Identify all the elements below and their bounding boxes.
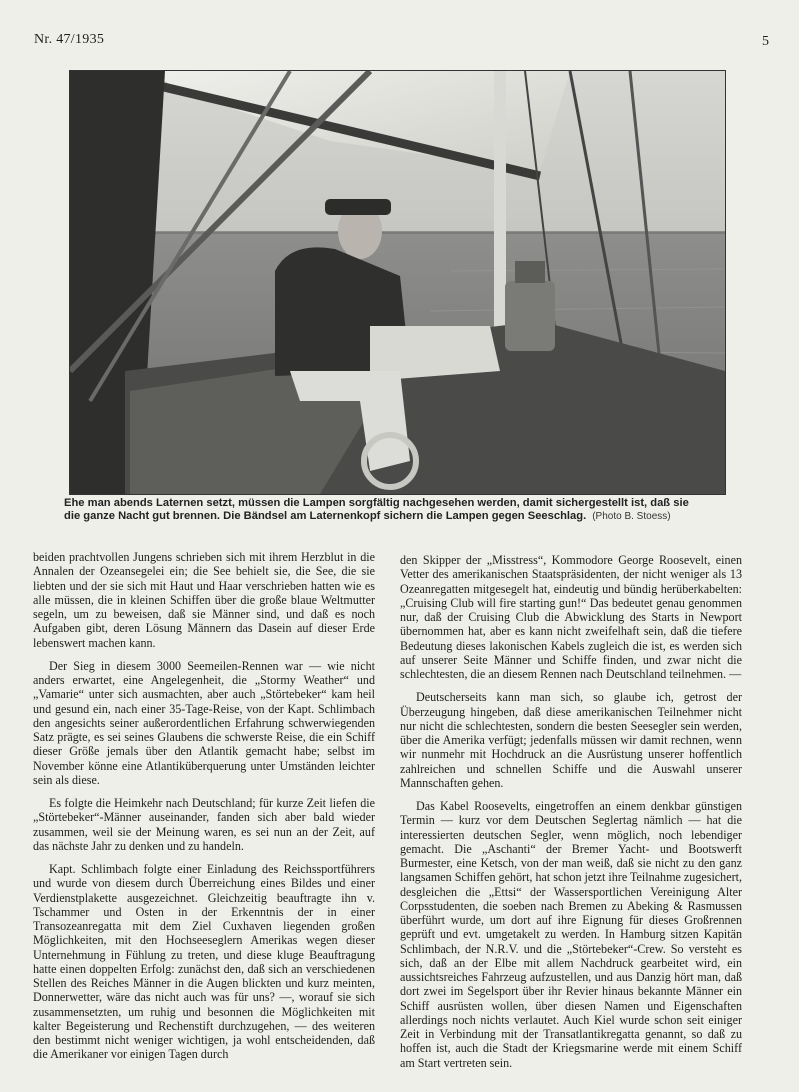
paragraph: Der Sieg in diesem 3000 Seemeilen-Rennen war — wie nicht anders erwartet, eine Angelegenheit, die „Stormy Weather“ und „Vamarie“ unter sich ausmachten, aber auch „Störtebeker“ kam heil und gesund ein, nach einer 35-Tage-Reise, von der Kapt. Schlimbach den angesichts seiner außerordentlichen Erfahrung schwerwiegenden Satz prägte, es sei seines Glaubens die schwerste Reise, die ein Schiff dieser Größe jemals über den Atlantik gemacht habe; selbst im November könne eine Atlantiküberquerung unter Umständen leichter sein als diese.: [33, 658, 375, 787]
photo-caption: [64, 497, 728, 523]
paragraph: Kapt. Schlimbach folgte einer Einladung des Reichssportführers und wurde von diesem durch Überreichung eines Bildes und einer Verdienstplakette ausgezeichnet. Gleichzeitig beauftragte ihn v. Tschammer und Osten in der Erkenntnis der in einer Transozeanregatta mit dem Ziel Cuxhaven liegenden großen Möglichkeiten, mit den Hochseeseglern Amerikas wegen dieser Unternehmung in Fühlung zu treten, und diese kluge Beauftragung hatte einen doppelten Erfolg: zunächst den, daß sich an verschiedenen Stellen des Reiches Männer in die Augen blickten und kurz meinten, Donnerwetter, wäre das nicht auch was für uns? —, worauf sie sich zusammensetzten, um ruhig und besonnen die Möglichkeiten mit kalter Begeisterung und Rechenstift durchzugehen, — des weiteren den bestimmt nicht weniger wichtigen, ja wohl entscheidenden, daß die Amerikaner vor einigen Tagen durch: [33, 862, 375, 1062]
article-right-column: [400, 553, 742, 1079]
paragraph: Es folgte die Heimkehr nach Deutschland; für kurze Zeit liefen die „Störtebeker“-Männer auseinander, fanden sich aber bald wieder zusammen, weil sie der Meinung waren, es sei nun an der Zeit, auf das nächste Jahr zu denken und zu handeln.: [33, 796, 375, 853]
paragraph: beiden prachtvollen Jungens schrieben sich mit ihrem Herzblut in die Annalen der Ozeansegelei ein; die See behielt sie, die See, die sie liebten und der sie sich mit Haut und Haar verschrieben hatten wie es alle müssen, die in kleinen Schiffen über die große blaue Weltmutter segeln, um zu beweisen, daß sie Männer sind, und daß es noch Aufgaben gibt, deren Lösung Männern das Dasein auf dieser Erde lebenswert machen kann.: [33, 550, 375, 650]
caption-line-2: [64, 510, 728, 523]
paragraph: Deutscherseits kann man sich, so glaube ich, getrost der Überzeugung hingeben, daß diese amerikanischen Teilnehmer nicht nur nicht die schlechtesten, sondern die besten Seesegler sein werden, über die Amerika verfügt; jedenfalls müssen wir damit rechnen, wenn wir nunmehr mit Hochdruck an die Ausrüstung unserer hoffentlich zahlreichen und schnellen Schiffe und die Auswahl unserer Mannschaften gehen.: [400, 690, 742, 790]
paragraph: Das Kabel Roosevelts, eingetroffen an einem denkbar günstigen Termin — kurz vor dem Deutschen Seglertag nämlich — hat die interessierten deutschen Segler, wenn möglich, noch lebendiger gemacht. Die „Aschanti“ der Bremer Yacht- und Bootswerft Burmester, eine Ketsch, von der man weiß, daß sie nicht zu den ganz langsamen Schiffen gehört, hat schon jetzt ihre Teilnahme zugesichert, desgleichen die „Ettsi“ der Wassersportlichen Vereinigung Alter Corpsstudenten, die soeben nach Bremen zu Abeking & Rasmussen überführt wurde, um dort auf ihre Eignung für dieses Großrennen geprüft und evt. umgetakelt zu werden. In Hamburg sitzen Kapitän Schlimbach, der N.R.V. und die „Störtebeker“-Crew. So versteht es sich, daß an der Elbe mit allem Nachdruck gearbeitet wird, ein aussichtsreiches Fahrzeug aufzustellen, und aus Danzig hört man, daß dort zwei im Segelsport über ihr Revier hinaus bekannte Männer ein Schiff ausrüsten wollen, über diesen Namen und Eigenschaften allerdings noch nichts verlautet. Auch Kiel wurde schon seit einiger Zeit in Verbindung mit der Transatlantikregatta genannt, so daß zu hoffen ist, auch die Stadt der Kriegsmarine werde mit einem Schiff am Start vertreten sein.: [400, 799, 742, 1070]
paragraph: den Skipper der „Misstress“, Kommodore George Roosevelt, einen Vetter des amerikanischen Staatspräsidenten, der nicht weniger als 13 Ozeanregatten mitgesegelt hat, eindeutig und bündig herüberkabelten: „Cruising Club will fire starting gun!“ Das bedeutet genau genommen nur, daß der Cruising Club die Abwicklung des Starts in Newport übernommen hat, aber es kann nicht zweifelhaft sein, daß die tiefere Bedeutung dieses lakonischen Kabels zugleich die ist, es werden sich auf unserer Seite Männer und Schiffe finden, und zwar nicht die schlechtesten, die an diesem Rennen nach Deutschland teilnehmen. —: [400, 553, 742, 681]
article-left-column: [33, 550, 375, 1071]
caption-line-2-text: die ganze Nacht gut brennen. Die Bändsel am Laternenkopf sichern die Lampen gegen Seeschlag.: [64, 510, 587, 522]
photo-credit: (Photo B. Stoess): [592, 511, 671, 522]
sailor-photo: [69, 70, 726, 495]
page-number: 5: [762, 34, 769, 49]
caption-line-1: Ehe man abends Laternen setzt, müssen die Lampen sorgfältig nachgesehen werden, damit sichergestellt ist, daß sie: [64, 497, 689, 509]
issue-number: Nr. 47/1935: [34, 32, 105, 47]
